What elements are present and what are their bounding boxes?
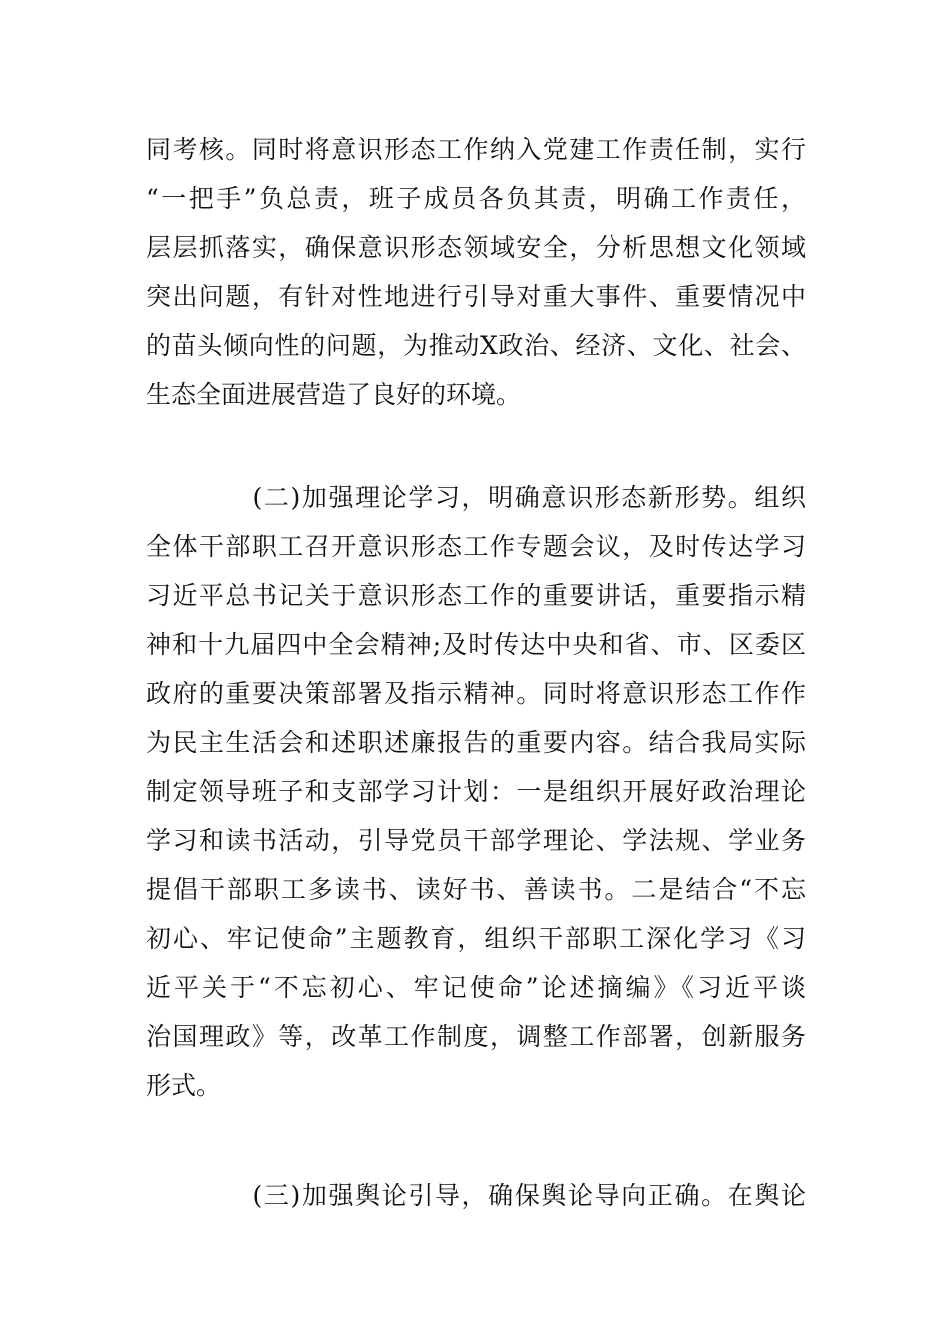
text-line: (三)加强舆论引导，确保舆论导向正确。在舆论 — [146, 1181, 806, 1210]
text-line: (二)加强理论学习，明确意识形态新形势。组织 — [146, 483, 806, 512]
text-line: 习近平总书记关于意识形态工作的重要讲话，重要指示精 — [146, 581, 806, 610]
text-line: 初心、牢记使命”主题教育，组织干部职工深化学习《习 — [146, 924, 806, 953]
text-line: 层层抓落实，确保意识形态领域安全，分析思想文化领域 — [146, 233, 806, 262]
text-line: “一把手”负总责，班子成员各负其责，明确工作责任， — [146, 184, 806, 213]
text-line: 突出问题，有针对性地进行引导对重大事件、重要情况中 — [146, 282, 806, 311]
text-line: 政府的重要决策部署及指示精神。同时将意识形态工作作 — [146, 679, 806, 708]
text-line: 同考核。同时将意识形态工作纳入党建工作责任制，实行 — [146, 135, 806, 164]
paragraph-3 — [146, 1171, 806, 1220]
text-line: 制定领导班子和支部学习计划：一是组织开展好政治理论 — [146, 777, 806, 806]
paragraph-2 — [146, 473, 806, 1110]
text-line: 治国理政》等，改革工作制度，调整工作部署，创新服务 — [146, 1022, 806, 1051]
text-line: 为民主生活会和述职述廉报告的重要内容。结合我局实际 — [146, 728, 806, 757]
paragraph-1 — [146, 125, 806, 419]
text-line: 提倡干部职工多读书、读好书、善读书。二是结合“不忘 — [146, 875, 806, 904]
text-line: 学习和读书活动，引导党员干部学理论、学法规、学业务 — [146, 826, 806, 855]
text-line: 近平关于“不忘初心、牢记使命”论述摘编》《习近平谈 — [146, 973, 806, 1002]
text-line: 形式。 — [146, 1071, 222, 1100]
text-line: 生态全面进展营造了良好的环境。 — [146, 380, 522, 409]
text-line: 全体干部职工召开意识形态工作专题会议，及时传达学习 — [146, 532, 806, 561]
text-line: 的苗头倾向性的问题，为推动X政治、经济、文化、社会、 — [146, 331, 806, 360]
text-line: 神和十九届四中全会精神;及时传达中央和省、市、区委区 — [146, 630, 806, 659]
